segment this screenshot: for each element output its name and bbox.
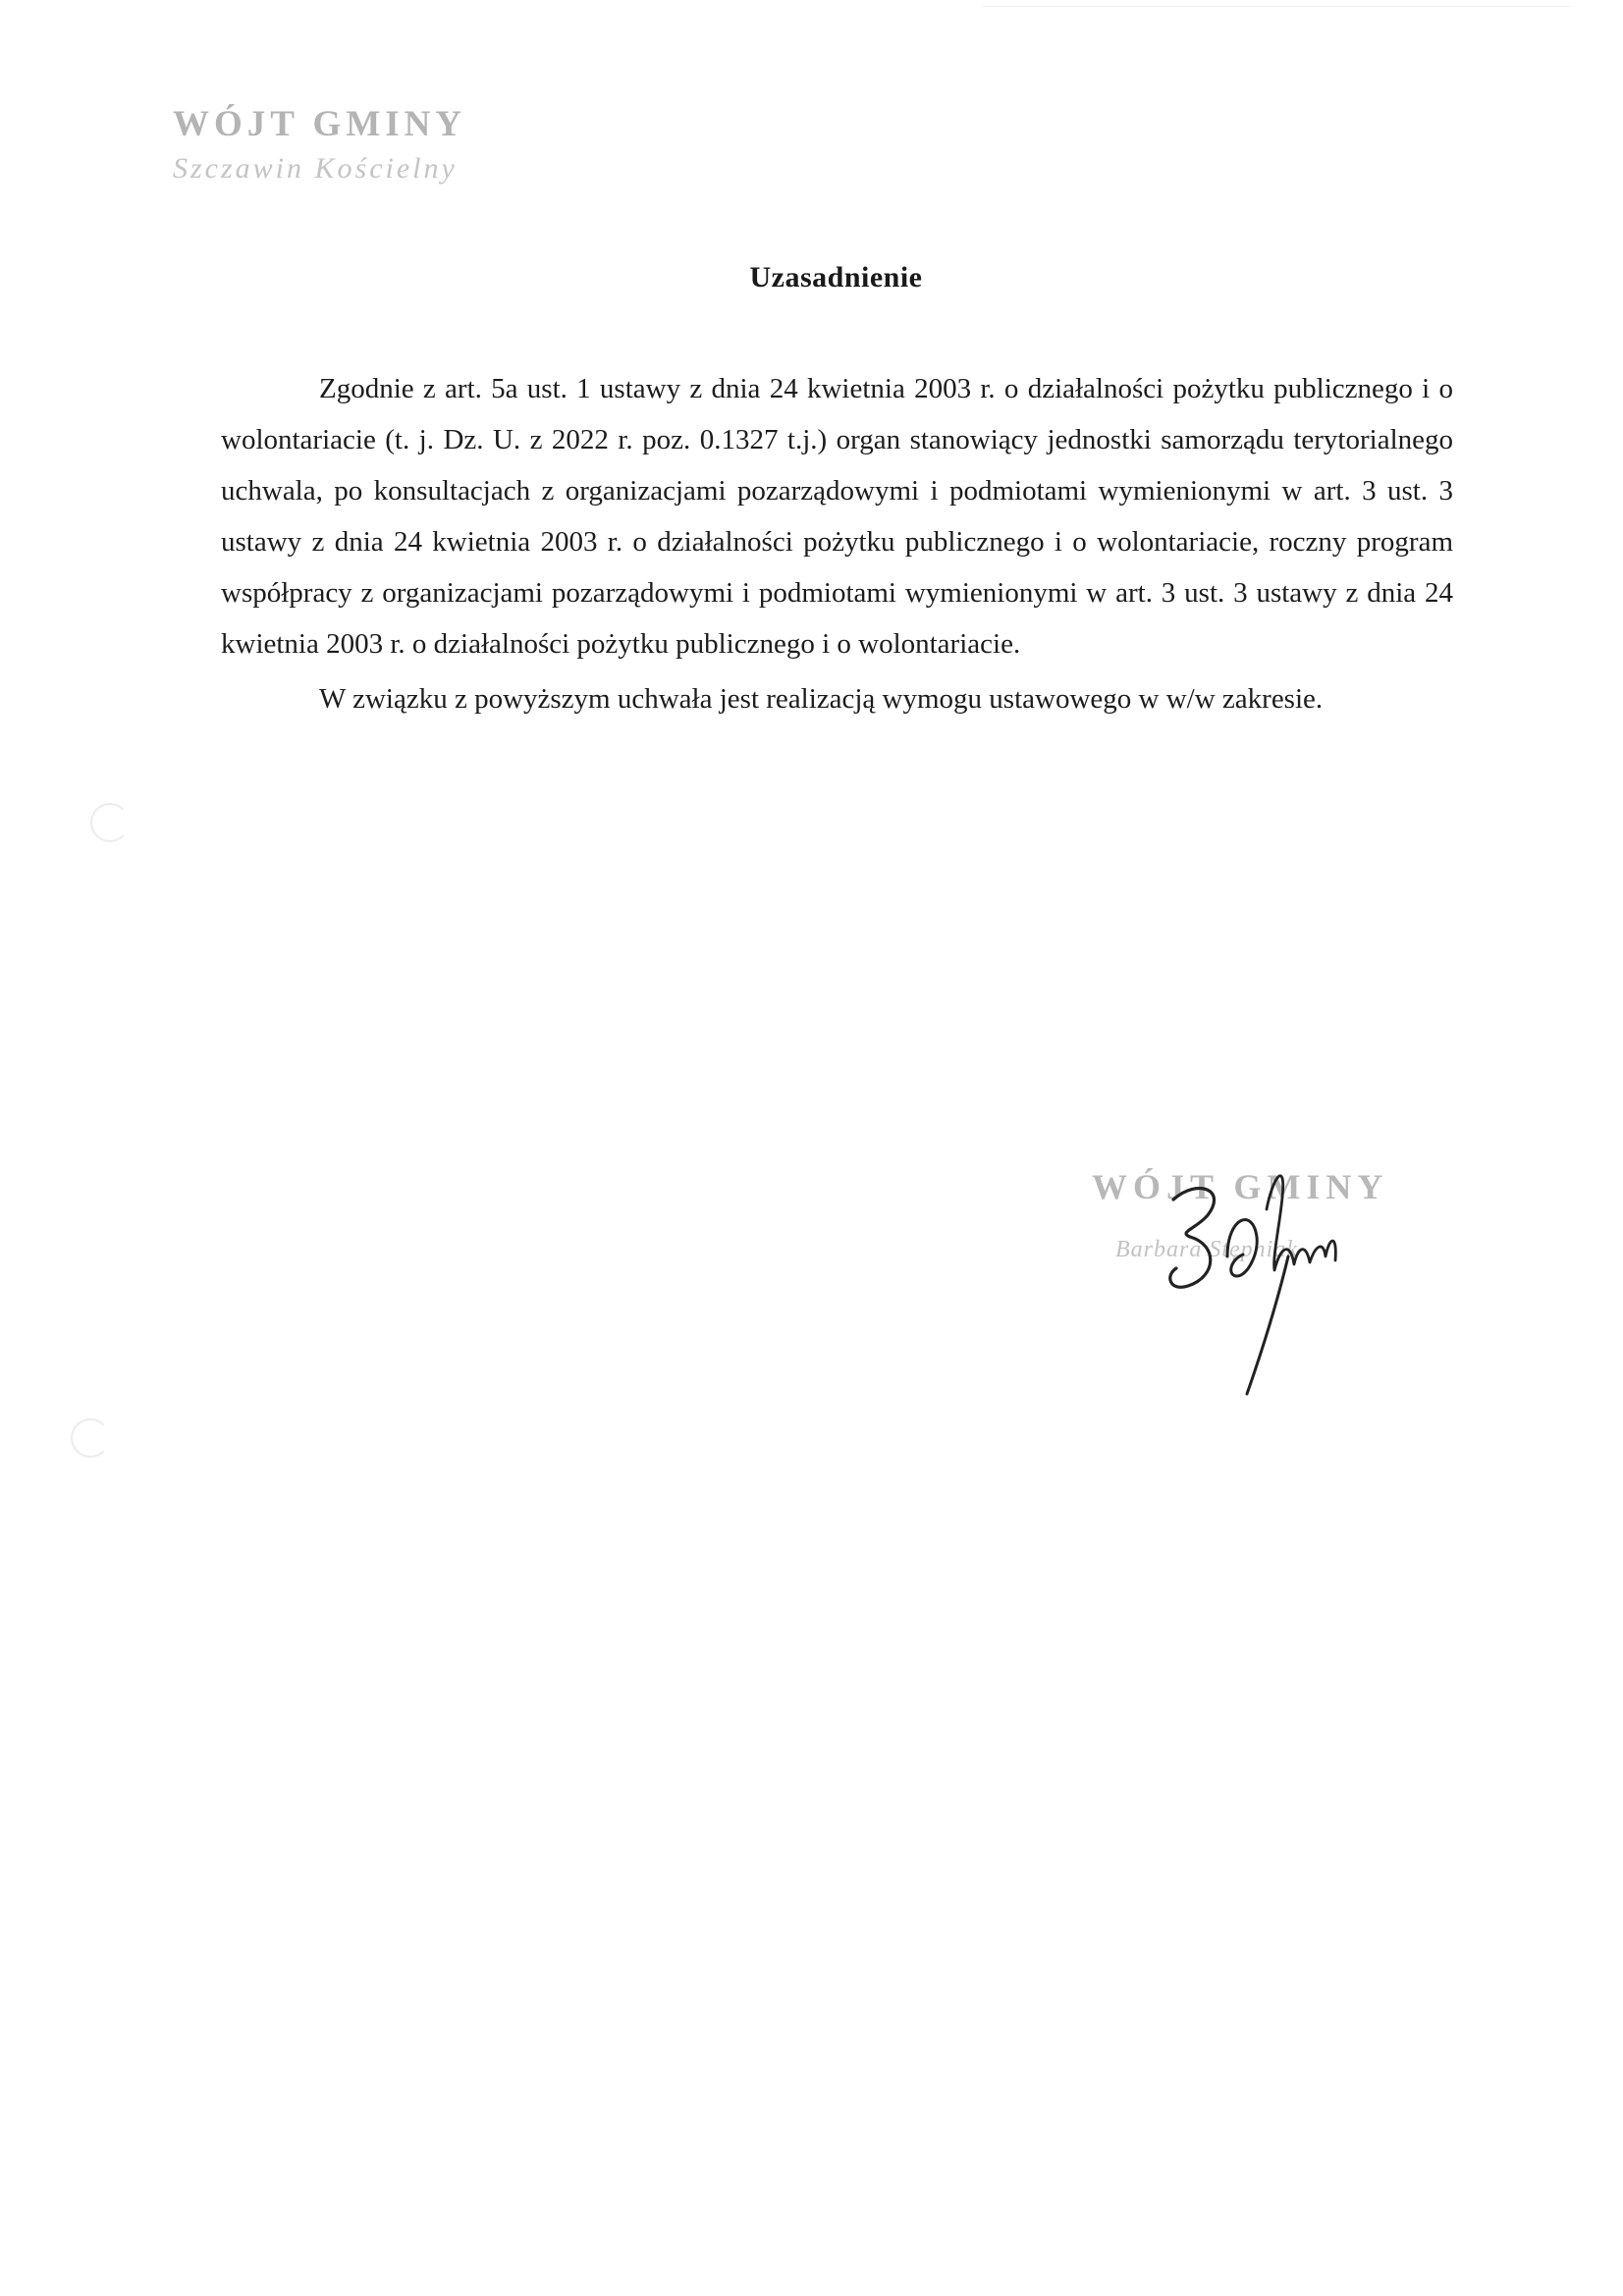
punch-hole-mark — [90, 803, 130, 842]
handwritten-signature — [1080, 1139, 1394, 1404]
document-title: Uzasadnienie — [749, 261, 923, 294]
punch-hole-mark — [71, 1418, 110, 1458]
header-stamp — [173, 102, 526, 187]
document-body — [221, 363, 1453, 724]
paragraph-justification: Zgodnie z art. 5a ust. 1 ustawy z dnia 24 kwietnia 2003 r. o działalności pożytku publicznego i o wolontariacie (t. j. Dz. U. z 2022 r. poz. 0.1327 t.j.) organ stanowiący jednostki samorządu terytorialnego uchwala, po konsultacjach z organizacjami pozarządowymi i podmiotami wymienionymi w art. 3 ust. 3 ustawy z dnia 24 kwietnia 2003 r. o działalności pożytku publicznego i o wolontariacie, roczny program współpracy z organizacjami pozarządowymi i podmiotami wymienionymi w art. 3 ust. 3 ustawy z dnia 24 kwietnia 2003 r. o działalności pożytku publicznego i o wolontariacie. — [221, 373, 1453, 660]
paragraph-conclusion: W związku z powyższym uchwała jest realizacją wymogu ustawowego w w/w zakresie. — [319, 683, 1324, 715]
header-stamp-title: WÓJT GMINY — [173, 104, 467, 144]
scan-edge-line — [982, 6, 1571, 7]
signature-stamp-title: WÓJT GMINY — [1092, 1167, 1389, 1206]
signature-block — [1080, 1139, 1394, 1404]
header-stamp-subtitle: Szczawin Kościelny — [173, 152, 458, 185]
signature-stamp-name: Barbara Stępniak — [1115, 1237, 1298, 1262]
